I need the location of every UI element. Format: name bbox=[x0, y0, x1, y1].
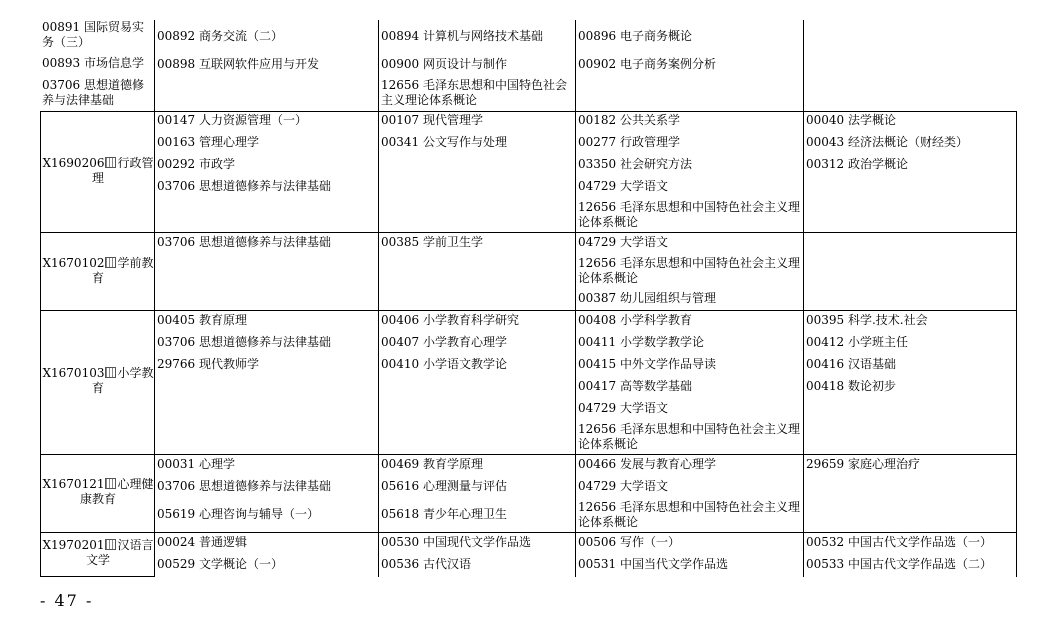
course-entry: 00107 现代管理学 bbox=[381, 113, 483, 127]
table-border-bottom bbox=[40, 576, 155, 577]
table-border-right bbox=[1016, 111, 1017, 577]
course-entry: 00529 文学概论（一） bbox=[157, 557, 283, 571]
column-divider bbox=[378, 20, 379, 577]
course-entry: 00387 幼儿园组织与管理 bbox=[578, 291, 716, 305]
course-entry: 00506 写作（一） bbox=[578, 535, 680, 549]
course-entry: 00406 小学教育科学研究 bbox=[381, 313, 519, 327]
major-name: 心理健康教育 bbox=[79, 477, 154, 506]
major-code: X1690206 bbox=[42, 156, 105, 170]
course-entry: 12656 毛泽东思想和中国特色社会主义理论体系概论 bbox=[578, 200, 800, 229]
course-entry: 00292 市政学 bbox=[157, 157, 235, 171]
major-cell bbox=[42, 366, 154, 396]
placeholder-glyph-icon bbox=[105, 157, 116, 168]
major-cell bbox=[42, 156, 154, 186]
course-entry: 04729 大学语文 bbox=[578, 179, 668, 193]
course-entry: 00407 小学教育心理学 bbox=[381, 335, 507, 349]
course-entry: 00341 公文写作与处理 bbox=[381, 135, 507, 149]
page-number: - 47 - bbox=[40, 591, 94, 610]
course-entry: 29766 现代教师学 bbox=[157, 357, 259, 371]
course-entry: 00043 经济法概论（财经类） bbox=[806, 135, 968, 149]
course-entry: 00469 教育学原理 bbox=[381, 457, 483, 471]
course-entry: 00896 电子商务概论 bbox=[578, 29, 692, 43]
table-border-left bbox=[40, 111, 41, 577]
course-entry: 00416 汉语基础 bbox=[806, 357, 896, 371]
course-entry: 00040 法学概论 bbox=[806, 113, 896, 127]
course-entry: 05619 心理咨询与辅导（一） bbox=[157, 507, 319, 521]
major-cell bbox=[42, 256, 154, 286]
major-name: 学前教育 bbox=[91, 256, 154, 285]
course-entry: 00466 发展与教育心理学 bbox=[578, 457, 716, 471]
course-entry: 00898 互联网软件应用与开发 bbox=[157, 57, 319, 71]
course-entry: 00415 中外文学作品导读 bbox=[578, 357, 716, 371]
course-entry: 00891 国际贸易实务（三） bbox=[42, 20, 144, 49]
placeholder-glyph-icon bbox=[105, 257, 116, 268]
course-entry: 00417 高等数学基础 bbox=[578, 379, 692, 393]
column-divider bbox=[803, 20, 804, 577]
course-entry: 03706 思想道德修养与法律基础 bbox=[157, 235, 331, 249]
course-entry: 00163 管理心理学 bbox=[157, 135, 259, 149]
course-entry: 04729 大学语文 bbox=[578, 235, 668, 249]
course-entry: 12656 毛泽东思想和中国特色社会主义理论体系概论 bbox=[578, 256, 800, 285]
course-entry: 03706 思想道德修养与法律基础 bbox=[157, 179, 331, 193]
major-cell bbox=[42, 538, 154, 568]
major-name: 小学教育 bbox=[91, 366, 154, 395]
course-entry: 00902 电子商务案例分析 bbox=[578, 57, 716, 71]
course-entry: 03350 社会研究方法 bbox=[578, 157, 692, 171]
course-entry: 00024 普通逻辑 bbox=[157, 535, 247, 549]
major-code: X1670102 bbox=[42, 256, 105, 270]
course-entry: 03706 思想道德修养与法律基础 bbox=[42, 78, 144, 107]
course-entry: 00385 学前卫生学 bbox=[381, 235, 483, 249]
course-entry: 00892 商务交流（二） bbox=[157, 29, 283, 43]
placeholder-glyph-icon bbox=[105, 367, 116, 378]
placeholder-glyph-icon bbox=[105, 478, 116, 489]
row-divider bbox=[40, 310, 1017, 311]
course-entry: 03706 思想道德修养与法律基础 bbox=[157, 479, 331, 493]
course-entry: 00531 中国当代文学作品选 bbox=[578, 557, 728, 571]
course-entry: 00182 公共关系学 bbox=[578, 113, 680, 127]
course-entry: 00894 计算机与网络技术基础 bbox=[381, 29, 543, 43]
row-divider bbox=[40, 454, 1017, 455]
course-entry: 00530 中国现代文学作品选 bbox=[381, 535, 531, 549]
course-entry: 00411 小学数学教学论 bbox=[578, 335, 704, 349]
placeholder-glyph-icon bbox=[105, 539, 116, 550]
course-entry: 29659 家庭心理治疗 bbox=[806, 457, 920, 471]
major-cell bbox=[42, 477, 154, 507]
course-entry: 12656 毛泽东思想和中国特色社会主义理论体系概论 bbox=[578, 500, 800, 529]
row-divider bbox=[40, 532, 1017, 533]
course-entry: 00532 中国古代文学作品选（一） bbox=[806, 535, 992, 549]
column-divider bbox=[575, 20, 576, 577]
course-entry: 04729 大学语文 bbox=[578, 401, 668, 415]
course-entry: 00418 数论初步 bbox=[806, 379, 896, 393]
course-entry: 04729 大学语文 bbox=[578, 479, 668, 493]
course-entry: 00405 教育原理 bbox=[157, 313, 247, 327]
course-entry: 03706 思想道德修养与法律基础 bbox=[157, 335, 331, 349]
column-divider bbox=[154, 20, 155, 577]
course-entry: 00277 行政管理学 bbox=[578, 135, 680, 149]
course-entry: 12656 毛泽东思想和中国特色社会主义理论体系概论 bbox=[578, 422, 800, 451]
major-name: 行政管理 bbox=[91, 156, 154, 185]
course-entry: 00412 小学班主任 bbox=[806, 335, 908, 349]
course-entry: 00147 人力资源管理（一） bbox=[157, 113, 307, 127]
course-entry: 00536 古代汉语 bbox=[381, 557, 471, 571]
course-entry: 05616 心理测量与评估 bbox=[381, 479, 507, 493]
major-code: X1970201 bbox=[42, 538, 105, 552]
course-entry: 00395 科学.技术.社会 bbox=[806, 313, 928, 327]
course-entry: 00408 小学科学教育 bbox=[578, 313, 692, 327]
major-code: X1670121 bbox=[42, 477, 105, 491]
course-entry: 00410 小学语文教学论 bbox=[381, 357, 507, 371]
row-divider bbox=[40, 232, 1017, 233]
course-entry: 00031 心理学 bbox=[157, 457, 235, 471]
course-entry: 00900 网页设计与制作 bbox=[381, 57, 507, 71]
major-name: 汉语言文学 bbox=[85, 538, 154, 567]
course-entry: 00312 政治学概论 bbox=[806, 157, 908, 171]
row-divider bbox=[40, 111, 1017, 112]
course-entry: 00533 中国古代文学作品选（二） bbox=[806, 557, 992, 571]
course-entry: 05618 青少年心理卫生 bbox=[381, 507, 507, 521]
major-code: X1670103 bbox=[42, 366, 105, 380]
course-entry: 12656 毛泽东思想和中国特色社会主义理论体系概论 bbox=[381, 78, 567, 107]
course-entry: 00893 市场信息学 bbox=[42, 56, 144, 70]
